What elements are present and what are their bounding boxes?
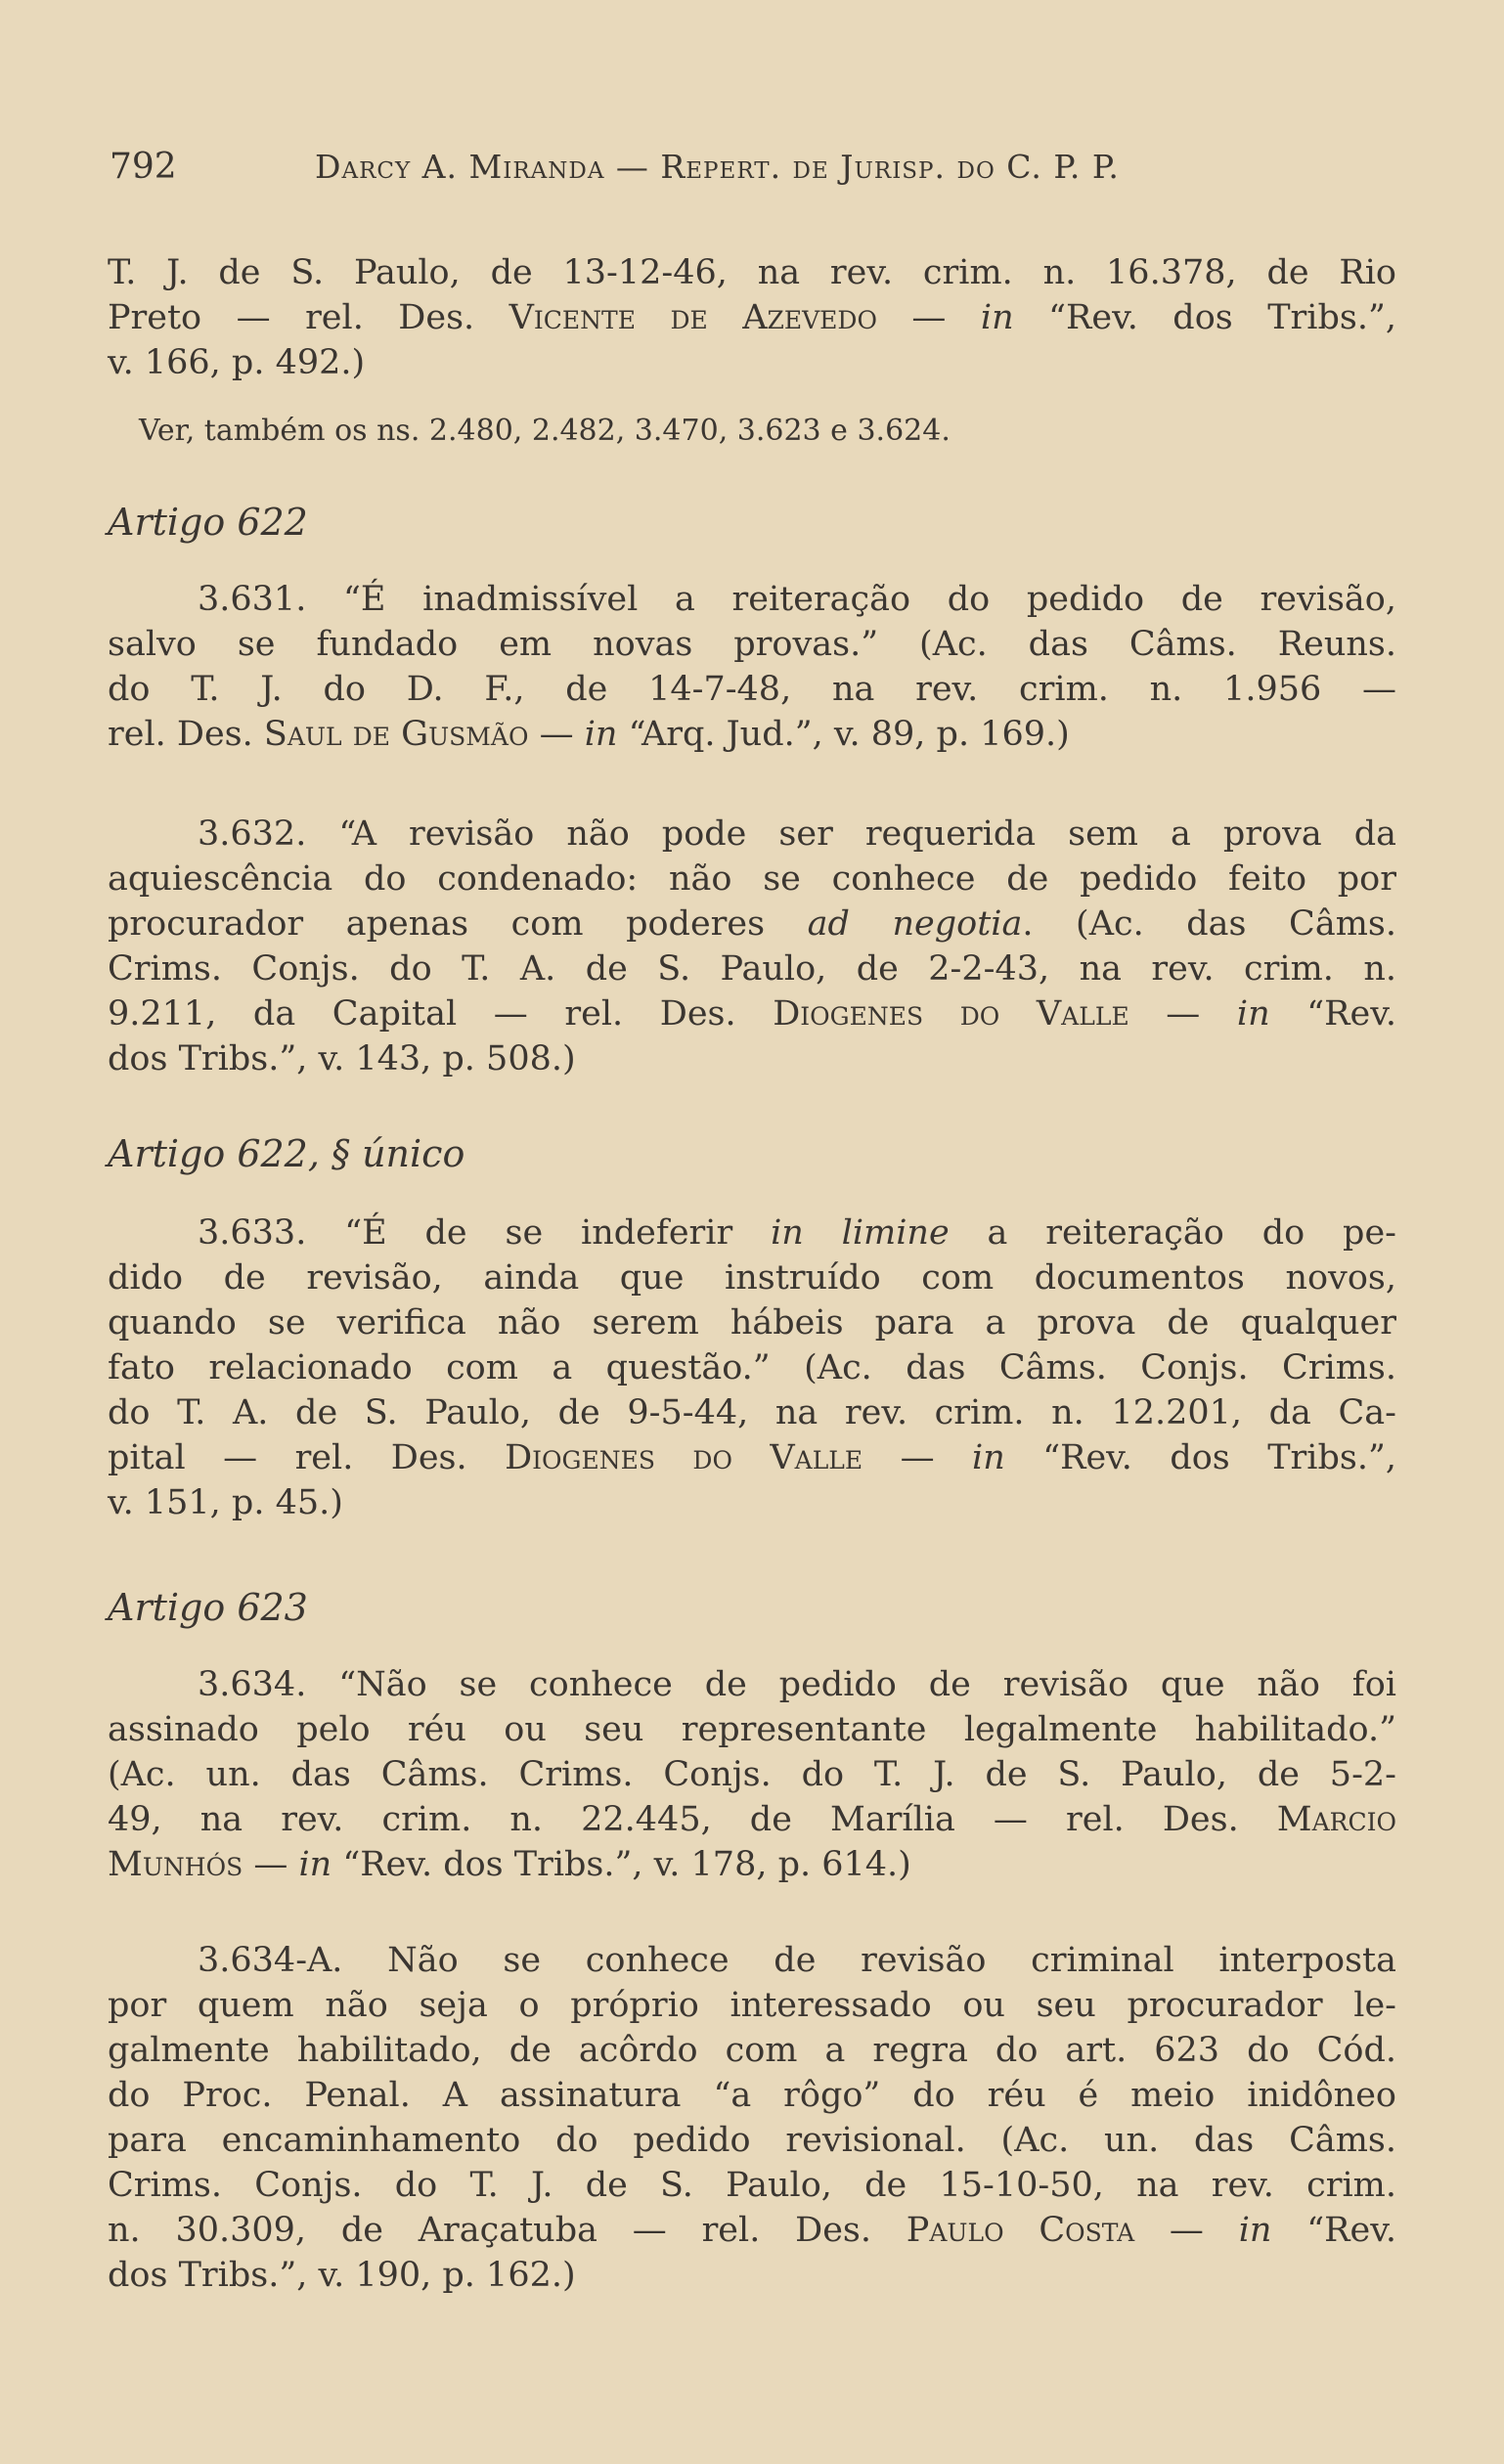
text-line: aquiescência do condenado: não se conhece de pedido feito por [108,859,1396,899]
text-run: a reiteração do pe- [949,1213,1396,1253]
text-run: rel. Des. [108,715,264,754]
continuation-paragraph [108,250,1396,385]
text-line: assinado pelo réu ou seu representante legalmente habilitado.” [108,1710,1396,1749]
text-line: galmente habilitado, de acôrdo com a regra do art. 623 do Cód. [108,2031,1396,2070]
in-italic: in [980,298,1014,337]
judge-name: Saul de Gusmão [263,715,529,754]
text-line: T. J. de S. Paulo, de 13-12-46, na rev. crim. n. 16.378, de Rio [108,253,1396,292]
text-line [108,1938,1396,1983]
see-also-note [108,409,1428,454]
text-run: “Rev. dos Tribs.”, [1004,1438,1396,1477]
text-run: n. 30.309, de Araçatuba — rel. Des. [108,2211,907,2250]
judge-name: Marcio [1276,1800,1396,1839]
text-run: procurador apenas com poderes [108,904,808,944]
text-run: “É inadmissível a reiteração do pedido de revisão, [306,580,1396,619]
in-italic: in [972,1438,1005,1477]
text-line: rel. Des. Saul de Gusmão — in “Arq. Jud.”, v. 89, p. 169.) [108,715,1070,754]
text-run: pital — rel. Des. [108,1438,506,1477]
text-run: “Arq. Jud.”, v. 89, p. 169.) [617,715,1070,754]
section-heading: Artigo 623 [108,1586,308,1629]
text-line [108,295,1396,340]
text-run: 49, na rev. crim. n. 22.445, de Marília — rel. Des. [108,1800,1277,1839]
entry-3633 [108,1210,1396,1525]
text-line [108,902,1396,946]
entry-number: 3.631. [198,580,307,619]
text-run: “Rev. [1271,2211,1396,2250]
text-line: v. 151, p. 45.) [108,1483,343,1522]
text-line [108,1842,1396,1887]
entry-number: 3.634. [198,1665,307,1704]
in-italic: in [584,715,618,754]
text-line: n. 30.309, de Araçatuba — rel. Des. Paulo Costa — in “Rev. [108,2211,1396,2250]
text-line: para encaminhamento do pedido revisional. (Ac. un. das Câms. [108,2121,1396,2160]
text-line: v. 166, p. 492.) [108,343,366,382]
text-line: (Ac. un. das Câms. Crims. Conjs. do T. J. de S. Paulo, de 5-2- [108,1755,1396,1794]
judge-name: Vicente de Azevedo [509,298,877,337]
entry-3632 [108,812,1396,1081]
text-line [108,1662,1396,1707]
page-number: 792 [110,147,177,187]
text-run: — [876,298,981,337]
judge-name: Diogenes do Valle [505,1438,863,1477]
text-line: do T. A. de S. Paulo, de 9-5-44, na rev. crim. n. 12.201, da Ca- [108,1393,1396,1432]
judge-name: Diogenes do Valle [773,994,1129,1034]
in-italic: in [298,1845,332,1884]
section-heading: Artigo 622 [108,501,308,544]
text-run: . (Ac. das Câms. [1022,904,1396,944]
entry-3634-a [108,1938,1396,2298]
text-line: Ver, também os ns. 2.480, 2.482, 3.470, 3.623 e 3.624. [139,414,951,448]
text-line: dido de revisão, ainda que instruído com documentos novos, [108,1258,1396,1298]
text-line [108,577,1396,622]
in-italic: in [1238,2211,1272,2250]
section-heading: Artigo 622, § único [108,1132,465,1175]
text-line [108,812,1396,857]
text-run: “Rev. [1269,994,1396,1034]
entry-3634 [108,1662,1396,1887]
running-title: Darcy A. Miranda — Repert. de Jurisp. do C. P. P. [315,148,1120,186]
text-line: dos Tribs.”, v. 143, p. 508.) [108,1039,576,1078]
judge-name: Paulo Costa [906,2211,1135,2250]
text-line [108,1210,1396,1255]
entry-number: 3.634-A. [198,1941,343,1980]
text-line: dos Tribs.”, v. 190, p. 162.) [108,2256,576,2295]
entry-number: 3.633. [198,1213,307,1253]
text-line: fato relacionado com a questão.” (Ac. das Câms. Conjs. Crims. [108,1348,1396,1387]
entry-3631 [108,577,1396,757]
text-run: Preto — rel. Des. [108,298,509,337]
text-run: “É de se indeferir [306,1213,772,1253]
text-line: do T. J. do D. F., de 14-7-48, na rev. crim. n. 1.956 — [108,670,1396,709]
latin-term: in limine [771,1213,950,1253]
judge-name: Munhós [108,1845,243,1884]
running-header [110,147,1400,187]
text-line: salvo se fundado em novas provas.” (Ac. das Câms. Reuns. [108,625,1396,664]
text-line: 9.211, da Capital — rel. Des. Diogenes do Valle — in “Rev. [108,994,1396,1034]
text-line: quando se verifica não serem hábeis para a prova de qualquer [108,1303,1396,1342]
text-run: “Rev. dos Tribs.”, [1013,298,1396,337]
entry-number: 3.632. [198,814,307,854]
in-italic: in [1236,994,1270,1034]
text-line: Crims. Conjs. do T. J. de S. Paulo, de 15-10-50, na rev. crim. [108,2166,1396,2205]
text-run: “Não se conhece de pedido de revisão que não foi [306,1665,1396,1704]
text-run: — [243,1845,299,1884]
text-run: “A revisão não pode ser requerida sem a prova da [306,814,1396,854]
text-line: por quem não seja o próprio interessado ou seu procurador le- [108,1986,1396,2025]
text-line: pital — rel. Des. Diogenes do Valle — in “Rev. dos Tribs.”, [108,1438,1396,1477]
latin-term: ad negotia [807,904,1023,944]
text-run: 9.211, da Capital — rel. Des. [108,994,774,1034]
text-line: Crims. Conjs. do T. A. de S. Paulo, de 2-2-43, na rev. crim. n. [108,949,1396,989]
text-run: “Rev. dos Tribs.”, v. 178, p. 614.) [332,1845,911,1884]
text-line [108,1797,1396,1842]
text-line: do Proc. Penal. A assinatura “a rôgo” do réu é meio inidôneo [108,2076,1396,2115]
text-run: Não se conhece de revisão criminal interposta [342,1941,1396,1980]
